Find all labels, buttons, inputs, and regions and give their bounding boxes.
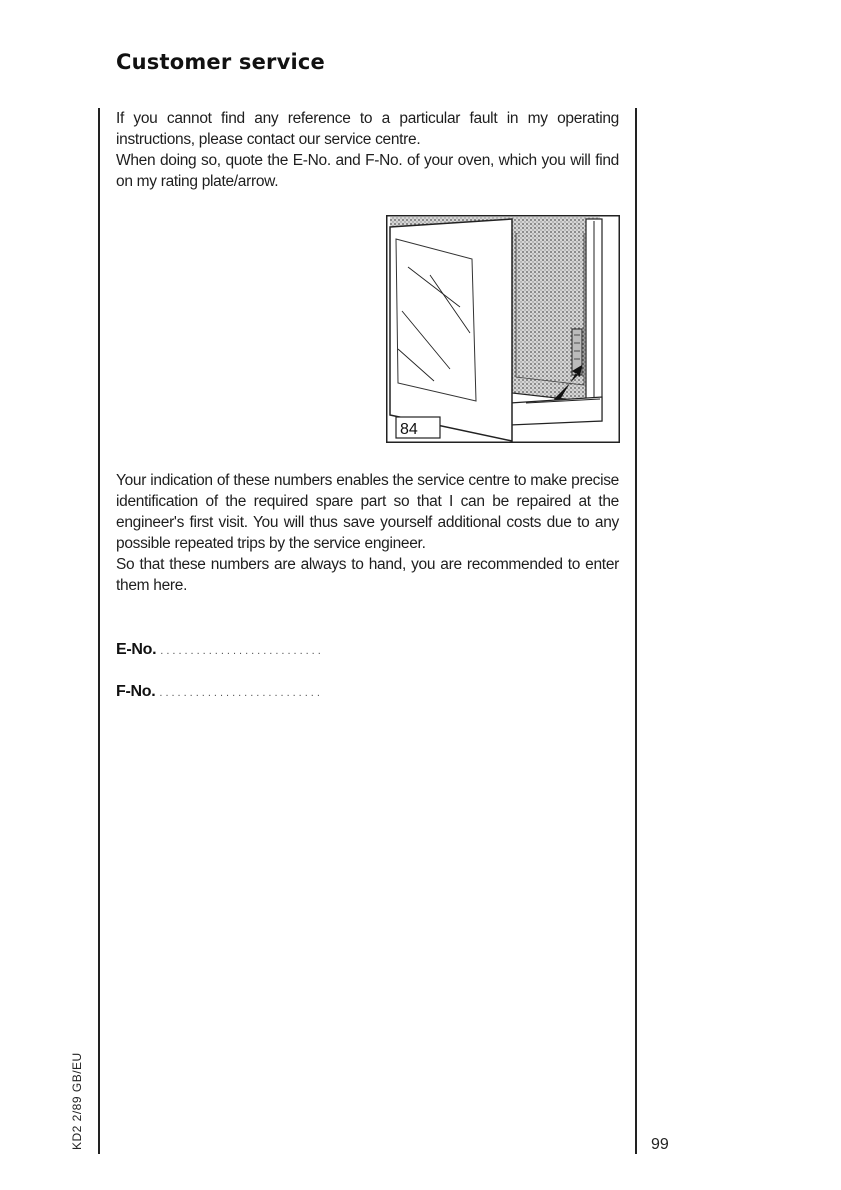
right-margin-rule [635,108,637,1154]
body-line-2: So that these numbers are always to hand, you are recommended to enter them here. [116,556,619,594]
e-number-label: E-No. [116,641,157,658]
intro-line-2: When doing so, quote the E-No. and F-No. of your oven, which you will find on my rating plate/arrow. [116,152,619,190]
body-line-1: Your indication of these numbers enables the service centre to make precise identification of the required spare part so that I can be repaired at the engineer's first visit. You will thus save yourself additional costs due to any possible repeated trips by the service engineer. [116,472,619,552]
e-number-blank: ........................... [160,645,324,657]
document-code: KD2 2/89 GB/EU [70,1052,84,1150]
f-number-field [116,683,323,701]
oven-rating-plate-illustration [386,215,620,443]
intro-line-1: If you cannot find any reference to a particular fault in my operating instructions, please contact our service centre. [116,110,619,148]
page-title: Customer service [116,50,325,74]
figure-label: 84 [400,421,418,438]
intro-paragraph [116,108,619,192]
f-number-blank: ........................... [159,687,323,699]
page-number: 99 [651,1136,669,1153]
e-number-field [116,641,324,659]
left-margin-rule [98,108,100,1154]
body-paragraph [116,470,619,596]
f-number-label: F-No. [116,683,156,700]
